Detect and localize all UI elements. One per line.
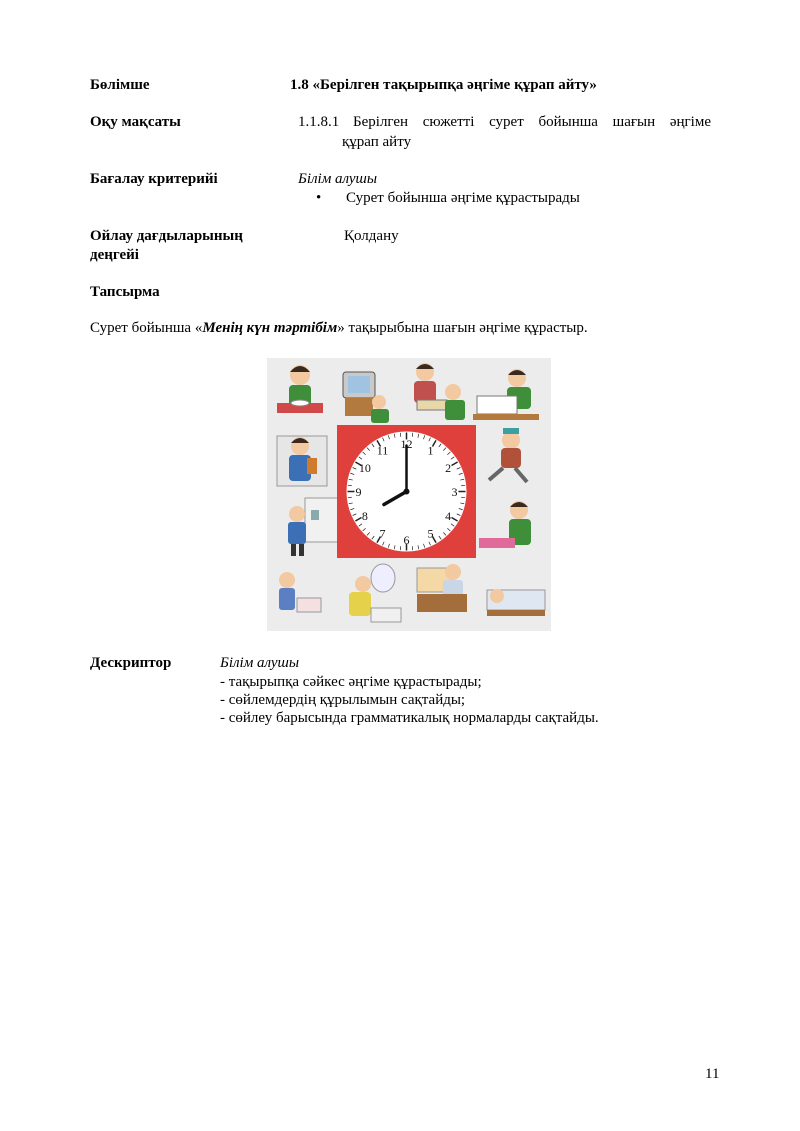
criteria-item: Сурет бойынша әңгіме құрастырады — [346, 190, 580, 206]
scene-tv — [343, 372, 389, 423]
clock-number: 5 — [427, 526, 434, 541]
thinking-value: Қолдану — [344, 228, 399, 244]
clock-number: 11 — [376, 443, 389, 458]
descriptor-item-1: - тақырыпқа сәйкес әңгіме құрастырады; — [220, 674, 482, 690]
scene-chess — [414, 363, 465, 420]
scene-school-bag — [277, 436, 327, 486]
scene-walk-school — [288, 498, 339, 556]
scene-eating — [277, 365, 323, 413]
objective-text-line1: Берілген сюжетті сурет бойынша шағын әңгіме — [353, 114, 711, 130]
scene-undress — [417, 564, 467, 612]
clock-number: 2 — [445, 461, 452, 475]
clock-number: 3 — [451, 485, 458, 499]
objective-label: Оқу мақсаты — [90, 114, 181, 130]
clock-number: 9 — [355, 485, 362, 499]
criteria-intro: Білім алушы — [298, 171, 378, 187]
clock-center — [404, 489, 410, 495]
section-label: Бөлімше — [90, 77, 150, 93]
criteria-label: Бағалау критерийі — [90, 171, 218, 187]
clock-number: 4 — [445, 509, 452, 523]
clock-number: 10 — [358, 461, 371, 475]
task-text-emphasis: Менің күн тәртібім — [202, 320, 338, 336]
task-text-before: Сурет бойынша « — [90, 320, 203, 336]
objective-code: 1.1.8.1 — [298, 114, 340, 130]
scene-writing — [479, 501, 531, 548]
scene-homework — [473, 369, 539, 420]
task-text-after: » тақырыбына шағын әңгіме құрастыр. — [337, 320, 588, 336]
section-title: 1.8 «Берілген тақырыпқа әңгіме құрап айту» — [290, 77, 597, 93]
scene-brush-teeth — [349, 564, 401, 622]
descriptor-label: Дескриптор — [90, 655, 172, 671]
bullet-icon: • — [316, 190, 322, 206]
task-text — [90, 320, 588, 337]
descriptor-intro: Білім алушы — [220, 655, 300, 671]
clock-scenes-svg — [267, 358, 551, 631]
scene-sleeping — [487, 589, 545, 616]
clock-number: 7 — [379, 526, 386, 541]
descriptor-item-2: - сөйлемдердің құрылымын сақтайды; — [220, 692, 466, 708]
clock-number: 6 — [403, 533, 410, 547]
objective-text-line2: құрап айту — [342, 134, 412, 150]
clock-number: 8 — [361, 509, 368, 523]
scene-skating — [489, 428, 527, 482]
clock-number: 12 — [400, 437, 413, 451]
task-heading: Тапсырма — [90, 284, 160, 300]
page-number: 11 — [705, 1066, 720, 1082]
clock-number: 1 — [427, 443, 434, 458]
daily-routine-illustration — [267, 358, 551, 631]
thinking-label-line2: деңгейі — [90, 247, 139, 263]
descriptor-item-3: - сөйлеу барысында грамматикалық нормаларды сақтайды. — [220, 710, 599, 726]
thinking-label-line1: Ойлау дағдыларының — [90, 228, 243, 244]
scene-wash-hands — [279, 572, 321, 612]
